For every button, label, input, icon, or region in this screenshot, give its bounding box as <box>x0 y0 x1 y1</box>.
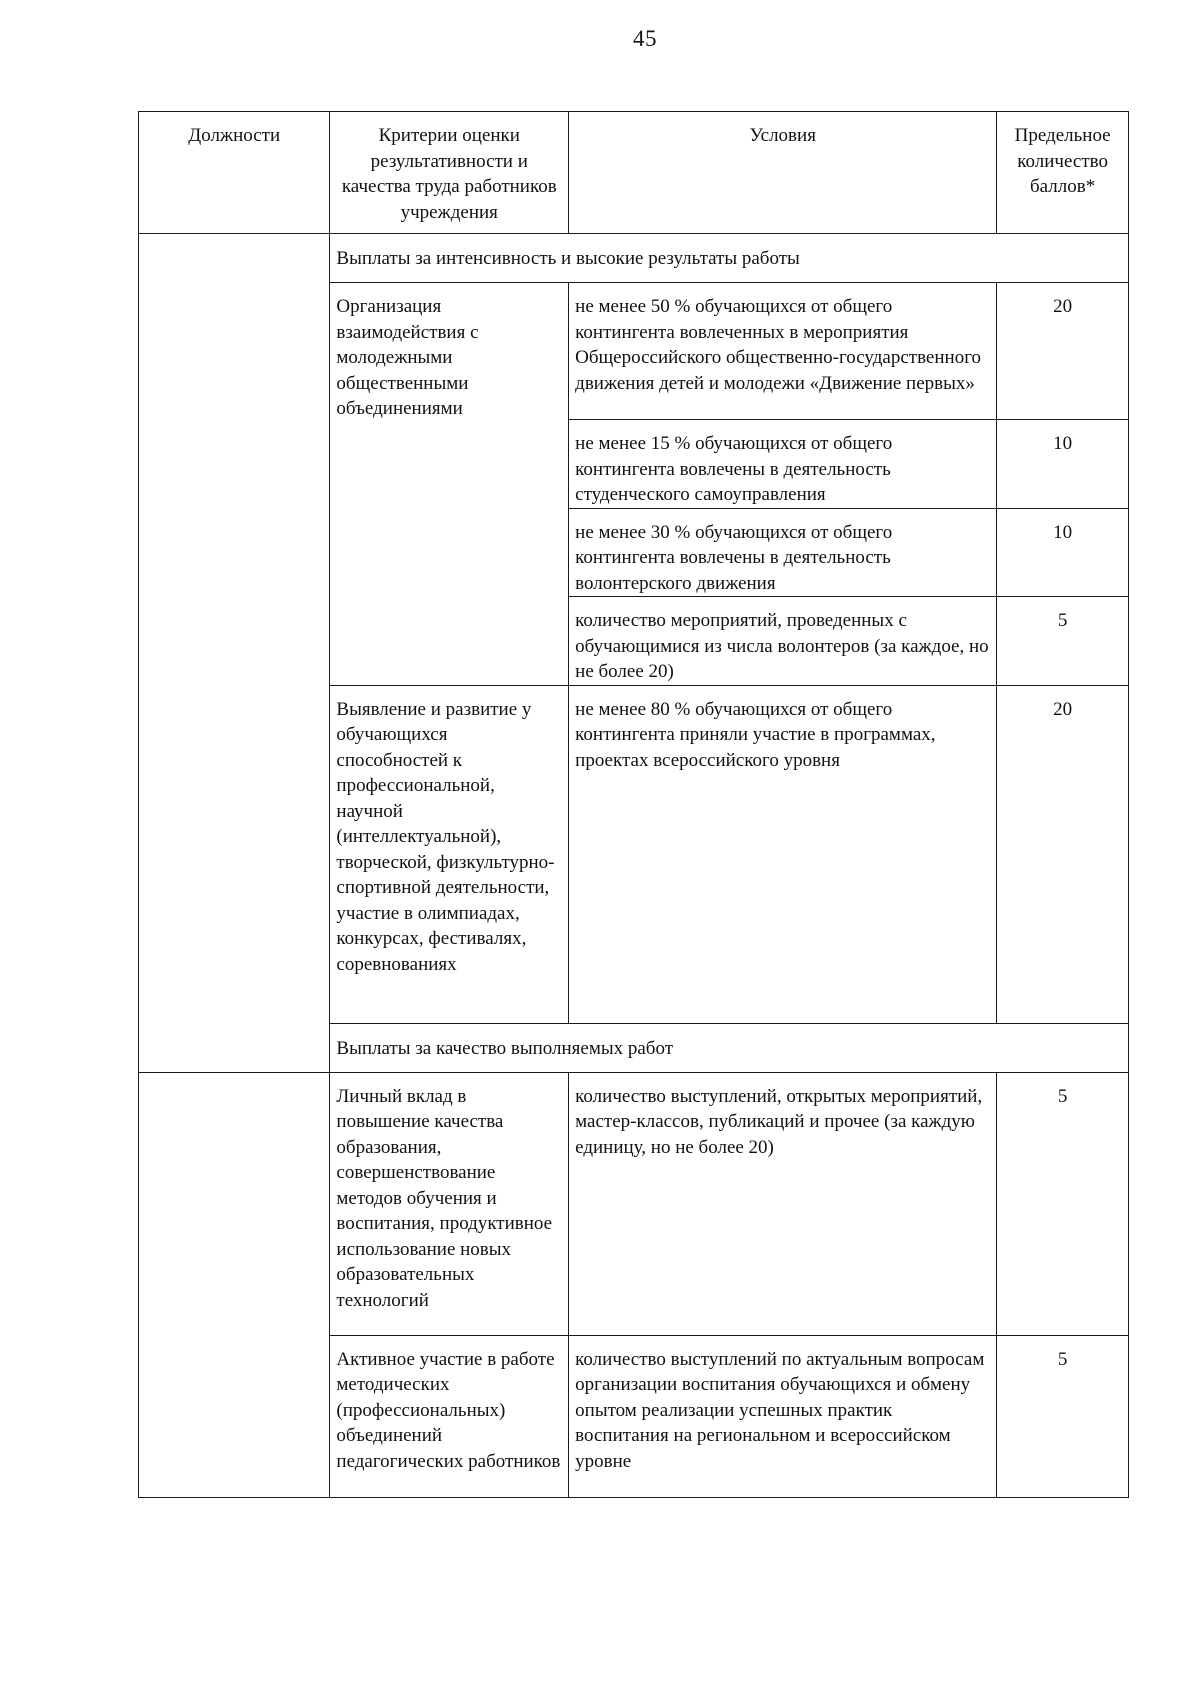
table-header-row <box>139 112 1129 234</box>
points-cell: 20 <box>997 685 1129 1023</box>
points-cell: 5 <box>997 597 1129 686</box>
header-position: Должности <box>139 112 330 234</box>
section-row <box>139 234 1129 283</box>
header-criteria: Критерии оценки результативности и качества труда работников учреждения <box>330 112 569 234</box>
position-cell <box>139 1072 330 1497</box>
points-cell: 10 <box>997 508 1129 597</box>
condition-cell: не менее 50 % обучающихся от общего контингента вовлеченных в мероприятия Общероссийского общественно-государственного движения детей и молодежи «Движение первых» <box>569 283 997 420</box>
condition-cell: количество мероприятий, проведенных с обучающимися из числа волонтеров (за каждое, но не более 20) <box>569 597 997 686</box>
section-title: Выплаты за интенсивность и высокие результаты работы <box>330 234 1129 283</box>
criterion-cell: Выявление и развитие у обучающихся способностей к профессиональной, научной (интеллектуальной), творческой, физкультурно-спортивной деятельности, участие в олимпиадах, конкурсах, фестивалях, соревнованиях <box>330 685 569 1023</box>
criterion-cell: Активное участие в работе методических (профессиональных) объединений педагогических работников <box>330 1335 569 1497</box>
condition-cell: не менее 30 % обучающихся от общего контингента вовлечены в деятельность волонтерского движения <box>569 508 997 597</box>
position-cell <box>139 234 330 1073</box>
condition-cell: не менее 80 % обучающихся от общего контингента приняли участие в программах, проектах всероссийского уровня <box>569 685 997 1023</box>
criteria-table <box>138 111 1129 1498</box>
condition-cell: количество выступлений, открытых мероприятий, мастер-классов, публикаций и прочее (за каждую единицу, но не более 20) <box>569 1072 997 1335</box>
table-row <box>139 1072 1129 1335</box>
section-title: Выплаты за качество выполняемых работ <box>330 1023 1129 1072</box>
points-cell: 5 <box>997 1072 1129 1335</box>
header-max-points: Предельное количество баллов* <box>997 112 1129 234</box>
criterion-cell: Организация взаимодействия с молодежными общественными объединениями <box>330 283 569 686</box>
points-cell: 20 <box>997 283 1129 420</box>
page-number: 45 <box>633 26 657 51</box>
criterion-cell: Личный вклад в повышение качества образования, совершенствование методов обучения и воспитания, продуктивное использование новых образовательных технологий <box>330 1072 569 1335</box>
header-conditions: Условия <box>569 112 997 234</box>
condition-cell: не менее 15 % обучающихся от общего контингента вовлечены в деятельность студенческого самоуправления <box>569 420 997 509</box>
points-cell: 10 <box>997 420 1129 509</box>
condition-cell: количество выступлений по актуальным вопросам организации воспитания обучающихся и обмену опытом реализации успешных практик воспитания на региональном и всероссийском уровне <box>569 1335 997 1497</box>
points-cell: 5 <box>997 1335 1129 1497</box>
